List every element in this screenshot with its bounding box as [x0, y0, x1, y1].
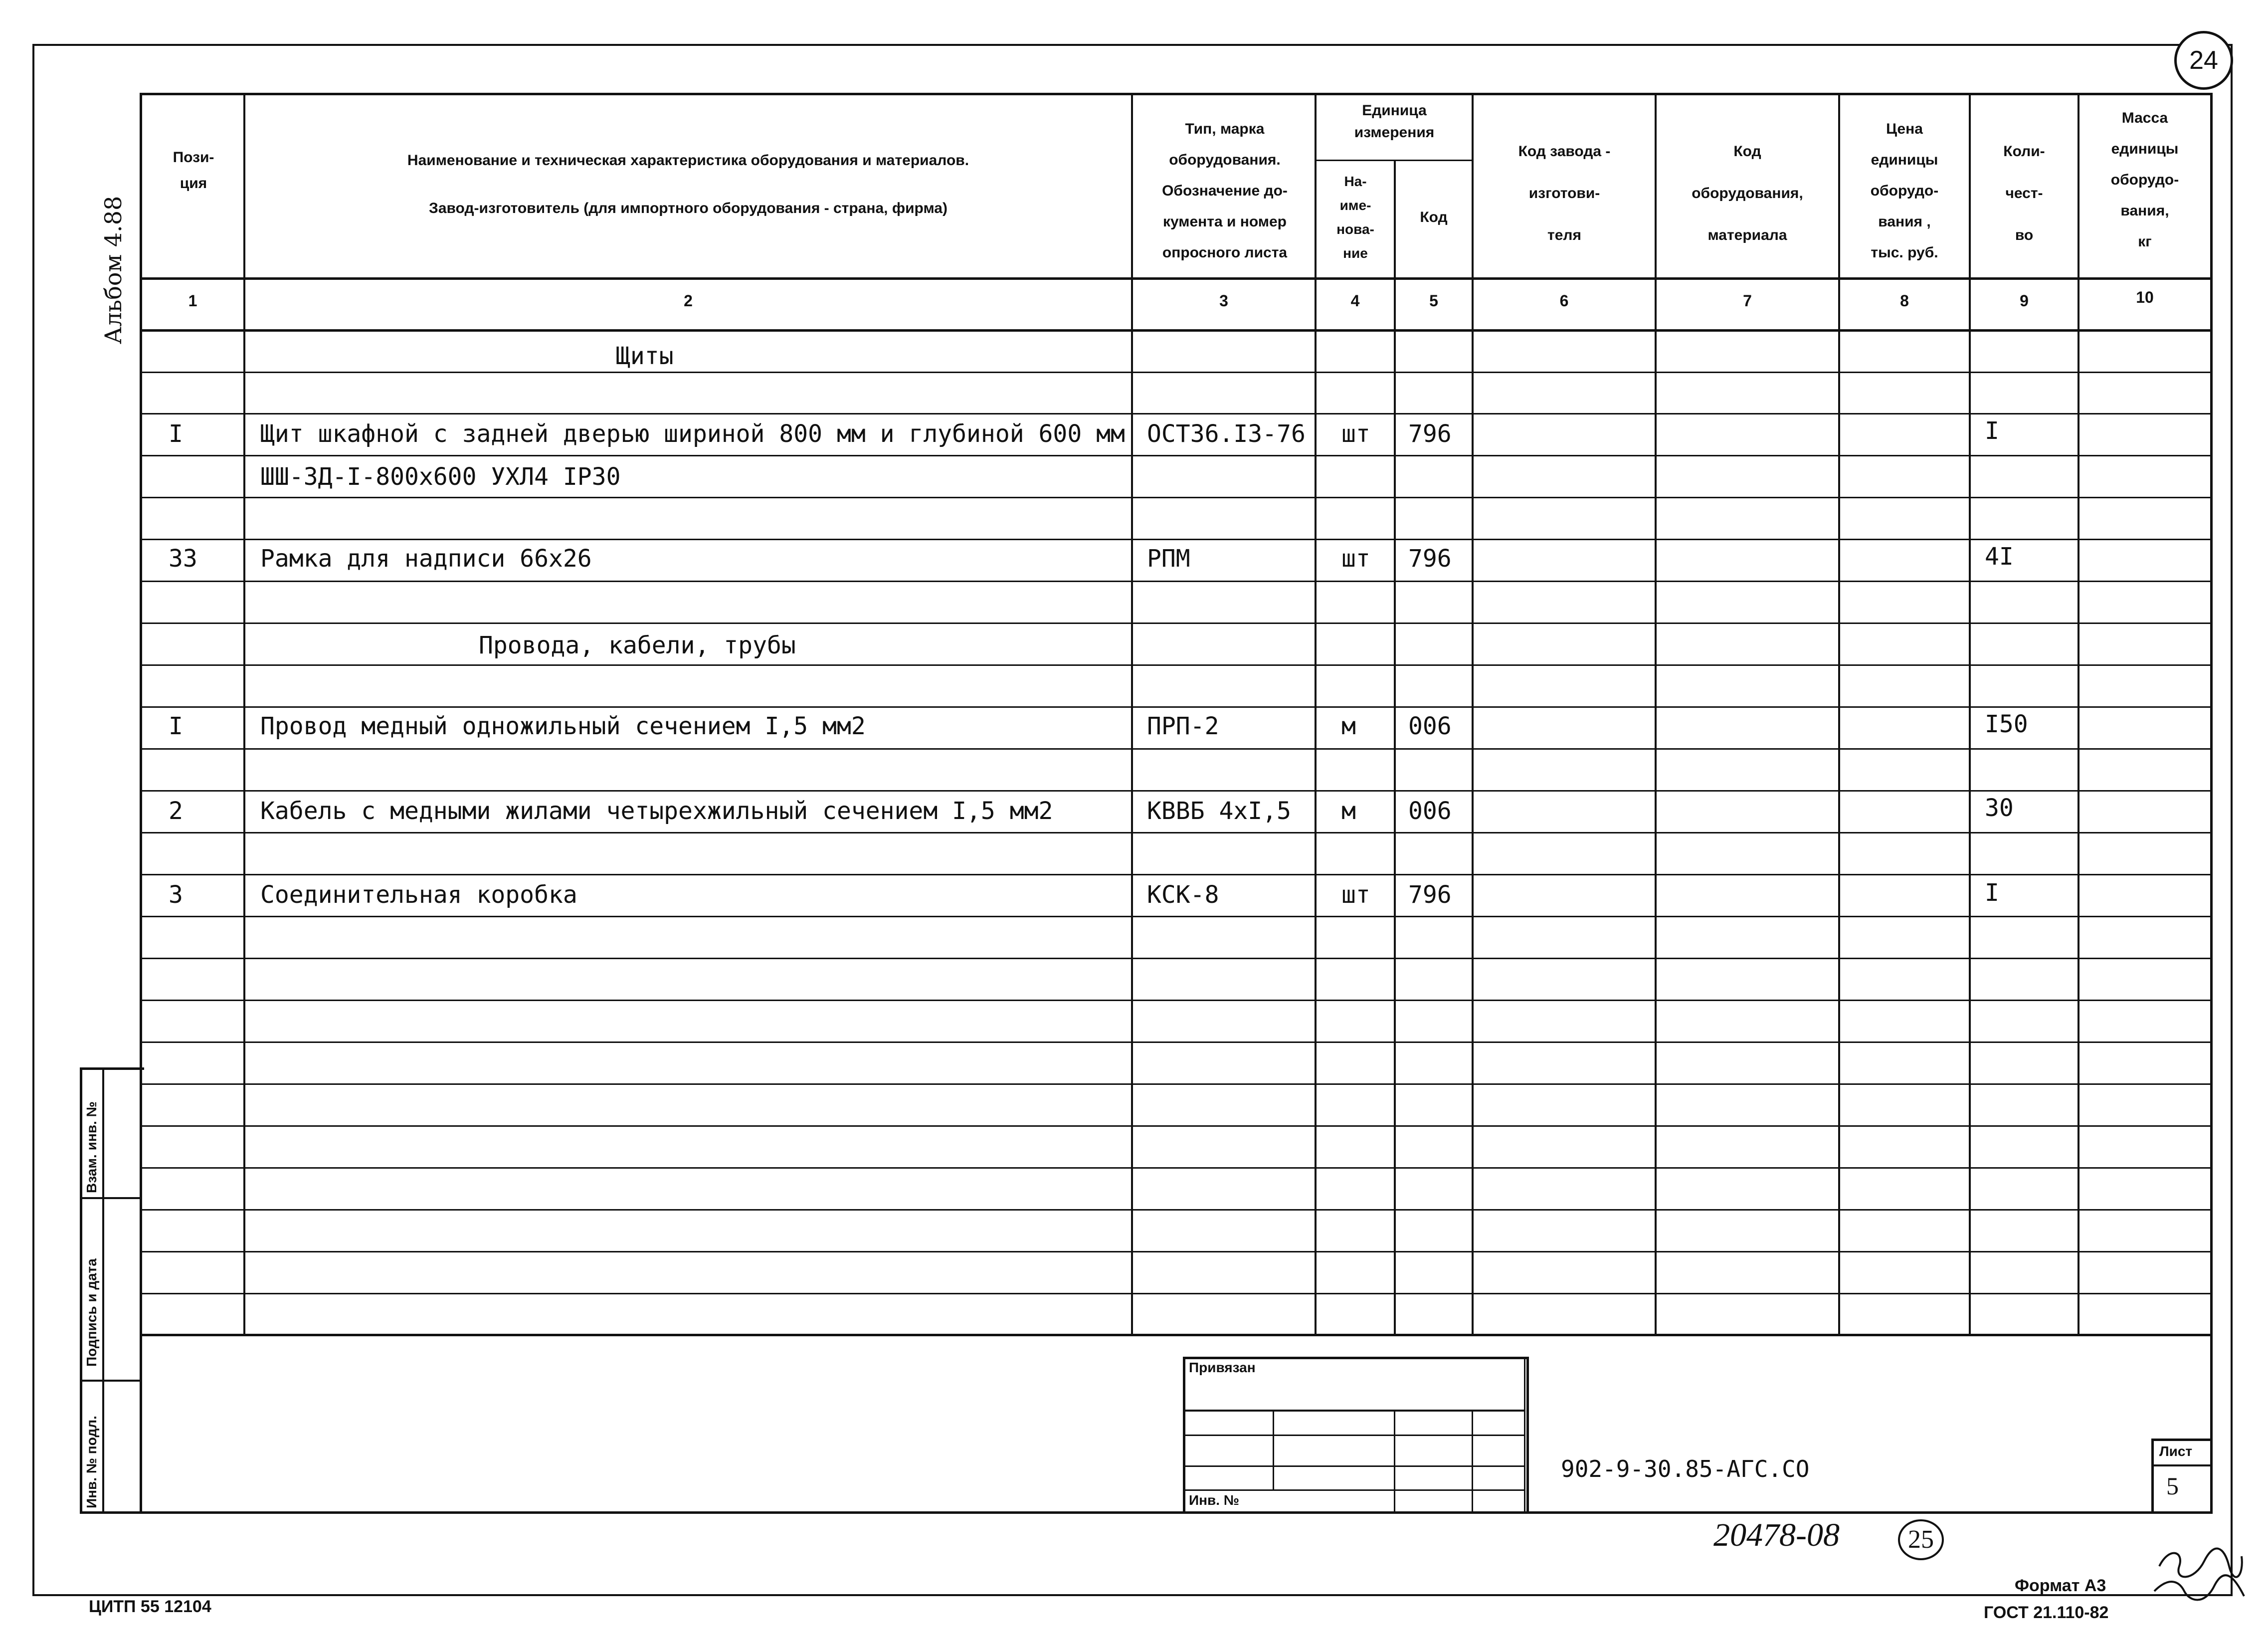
- colnum-10: 10: [2136, 288, 2154, 306]
- row-line: [140, 832, 2212, 833]
- table-bottom: [80, 1511, 2213, 1514]
- row-line: [140, 497, 2212, 498]
- colnum-bottom: [140, 329, 2212, 332]
- side-stamp-original-inv: Инв. № подл.: [84, 1416, 99, 1508]
- row3-name: Провод медный одножильный сечением I,5 мм2: [260, 712, 866, 740]
- row5-code: 796: [1408, 881, 1452, 909]
- table-body-bottom: [140, 1334, 2212, 1336]
- colnum-2: 2: [684, 292, 693, 310]
- row-line: [140, 539, 2212, 540]
- row-line: [140, 1041, 2212, 1043]
- row3-position: I: [169, 712, 183, 740]
- row4-quantity: 30: [1985, 794, 2014, 822]
- header-mass: Масса единицы оборудо- вания, кг: [2110, 110, 2179, 250]
- header-position: Пози- ция: [173, 149, 214, 192]
- col-divider-4: [1394, 160, 1396, 1335]
- binding-label: Привязан: [1189, 1360, 1256, 1375]
- row1-type: ОСТ36.I3-76: [1147, 420, 1306, 448]
- row1-code: 796: [1408, 420, 1452, 448]
- row1-quantity: I: [1985, 417, 1999, 445]
- row4-name: Кабель с медными жилами четырехжильный сечением I,5 мм2: [260, 797, 1053, 825]
- sheet-number-badge: 24: [2174, 31, 2233, 90]
- colnum-9: 9: [2020, 292, 2029, 310]
- row4-unit: м: [1341, 797, 1356, 825]
- handwritten-number: 20478-08: [1713, 1517, 1840, 1553]
- side-stamp-divider: [102, 1067, 104, 1511]
- header-type: Тип, марка оборудования. Обозначение до- кумента и номер опросного листа: [1162, 121, 1288, 261]
- citp-label: ЦИТП 55 12104: [89, 1597, 211, 1616]
- sheet-label: Лист: [2159, 1444, 2193, 1459]
- header-unit-code: Код: [1420, 209, 1448, 225]
- row4-code: 006: [1408, 797, 1452, 825]
- row5-quantity: I: [1985, 879, 1999, 907]
- row-line: [140, 874, 2212, 875]
- row-line: [140, 916, 2212, 917]
- row2-code: 796: [1408, 545, 1452, 573]
- col-divider-9: [2078, 93, 2079, 1335]
- row-line: [140, 372, 2212, 373]
- col-divider-1: [243, 93, 245, 1335]
- row5-name: Соединительная коробка: [260, 881, 577, 909]
- header-unit: Единица измерения: [1354, 102, 1435, 141]
- row5-type: КСК-8: [1147, 881, 1219, 909]
- frame-right: [2231, 44, 2233, 1596]
- row-line: [140, 706, 2212, 708]
- row-line: [140, 455, 2212, 456]
- colnum-4: 4: [1350, 292, 1360, 310]
- colnum-6: 6: [1559, 292, 1569, 310]
- frame-bottom: [32, 1594, 2233, 1596]
- sheet-number: 5: [2166, 1472, 2179, 1500]
- album-label: Альбом 4.88: [100, 196, 127, 344]
- format-label: Формат А3: [2015, 1576, 2106, 1595]
- binding-col: [1273, 1410, 1274, 1490]
- side-stamp-line-1: [80, 1197, 142, 1199]
- side-stamp-replace-inv: Взам. инв. №: [84, 1101, 99, 1193]
- row5-unit: шт: [1341, 881, 1370, 909]
- row4-type: КВВБ 4хI,5: [1147, 797, 1291, 825]
- frame-top: [32, 44, 2233, 46]
- header-name: Наименование и техническая характеристика оборудования и материалов. Завод-изготовитель (для импортного оборудования - страна, фирма): [407, 152, 969, 216]
- row-line: [140, 1209, 2212, 1211]
- row2-quantity: 4I: [1985, 543, 2014, 571]
- row2-unit: шт: [1341, 545, 1370, 573]
- row-line: [140, 1293, 2212, 1294]
- row1-unit: шт: [1341, 420, 1370, 448]
- side-stamp-signature-date: Подпись и дата: [84, 1258, 99, 1367]
- row-line: [140, 413, 2212, 414]
- sheet-box-divider: [2151, 1464, 2210, 1466]
- header-bottom: [140, 277, 2212, 280]
- row3-type: ПРП-2: [1147, 712, 1219, 740]
- col-divider-8: [1969, 93, 1971, 1335]
- row3-code: 006: [1408, 712, 1452, 740]
- row-line: [140, 1000, 2212, 1001]
- row-line: [140, 664, 2212, 666]
- col-divider-6: [1655, 93, 1657, 1335]
- row-line: [140, 622, 2212, 624]
- document-code: 902-9-30.85-АГС.СО: [1561, 1455, 1810, 1482]
- header-equipment-code: Код оборудования, материала: [1692, 143, 1803, 243]
- colnum-1: 1: [188, 292, 197, 310]
- colnum-7: 7: [1743, 292, 1752, 310]
- row-line: [140, 1167, 2212, 1169]
- header-unit-name: На- име- нова- ние: [1336, 174, 1374, 261]
- col-divider-7: [1838, 93, 1840, 1335]
- header-factory-code: Код завода - изготови- теля: [1518, 143, 1611, 243]
- col-divider-5: [1472, 93, 1474, 1335]
- table-right: [2210, 93, 2213, 1513]
- header-price: Цена единицы оборудо- вания , тыс. руб.: [1870, 121, 1939, 261]
- row4-position: 2: [169, 797, 183, 825]
- row-line: [140, 1251, 2212, 1252]
- binding-inv-label: Инв. №: [1189, 1492, 1240, 1508]
- row1-name: Щит шкафной с задней дверью шириной 800 мм и глубиной 600 мм: [260, 420, 1125, 448]
- colnum-3: 3: [1219, 292, 1228, 310]
- col-divider-2: [1131, 93, 1133, 1335]
- title-block-left: [1524, 1357, 1525, 1511]
- row-line: [140, 1125, 2212, 1127]
- binding-col: [1394, 1410, 1395, 1511]
- row-line: [140, 748, 2212, 750]
- row1-name-line2: ШШ-ЗД-I-800x600 УХЛ4 IP30: [260, 463, 621, 491]
- circle-number: 25: [1898, 1519, 1944, 1560]
- row3-quantity: I50: [1985, 710, 2028, 738]
- row-line: [140, 1083, 2212, 1085]
- colnum-5: 5: [1429, 292, 1438, 310]
- col-divider-3: [1315, 93, 1317, 1335]
- row-line: [140, 958, 2212, 959]
- row2-name: Рамка для надписи 66х26: [260, 545, 592, 573]
- row3-unit: м: [1341, 712, 1356, 740]
- binding-col: [1472, 1410, 1473, 1511]
- side-stamp-line-2: [80, 1380, 142, 1382]
- section-title-shields: Щиты: [616, 342, 674, 370]
- row-line: [140, 790, 2212, 792]
- row2-position: 33: [169, 545, 197, 573]
- frame-left: [32, 44, 34, 1596]
- row2-type: РПМ: [1147, 545, 1190, 573]
- section-title-wires: Провода, кабели, трубы: [479, 631, 796, 659]
- header-quantity: Коли- чест- во: [2003, 143, 2045, 243]
- signature-scribble: [2149, 1536, 2249, 1614]
- row-line: [140, 581, 2212, 582]
- row1-position: I: [169, 420, 183, 448]
- row5-position: 3: [169, 881, 183, 909]
- table-top: [140, 93, 2212, 95]
- colnum-8: 8: [1900, 292, 1909, 310]
- gost-label: ГОСТ 21.110-82: [1984, 1603, 2109, 1622]
